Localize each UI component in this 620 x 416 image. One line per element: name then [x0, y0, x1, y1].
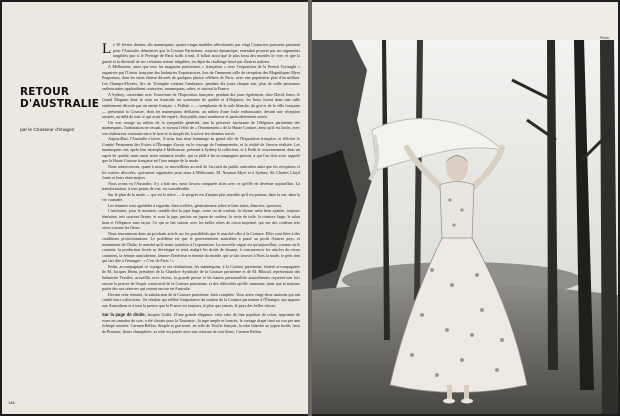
paragraph: Un vrai rouage au milieu de la sympathie générale, tant la présence fascinante de l'élégance parisienne des mannequins, l'admiration ne cessait, et surtout l'effet de « l'étonnement » de la Haute Couture, ainsi qu'il est facile, avec son chaleureux contraste entre le luxe et la simplicité, à suivre les chemins tracés.	[102, 119, 300, 136]
byline: par le Chasseur d'images	[20, 128, 75, 133]
paragraph: Aujourd'hui, l'Australie s'ouvre, il nous faut ainsi hommage au grand rôle de l'Exposition française, et féliciter le Comité Permanent des Foires à l'Étranger d'avoir eu le courage de l'entreprendre, et la réalité de l'œuvre réalisée. Les mannequins ont, après leur triomphe à Melbourne, présenté à Sydney la collection, et à Perth le couronnement, dans un esprit de qualité, mais aussi notre industrie textile, qui se plaît à les accompagner partout, à qui l'on doit avoir rappelé que la Haute Couture française est l'axe unique de la mode.	[102, 136, 300, 164]
paragraph: A Sydney, coïncidant avec l'ouverture de l'Exposition française, pendant dix jours également, chez David Jones, le Grand Magasin dont le nom en Australie est synonyme de qualité et d'élégance, les lieux furent dans une salle entièrement décorée par un artiste français. « Pollfair » — symphonie de la toile blanche, du gris et de la ville française — présentait la Couture, dont les mannequins défilaient, au milieu d'une foule enthousiaste, devant une réception assurée, au-delà de tout ce qui avait été espéré, d'un public aussi nombreux et particulièrement averti.	[102, 91, 300, 120]
fashion-photo	[312, 40, 618, 414]
left-page	[2, 2, 308, 414]
title-line-2: D'AUSTRALIE	[20, 98, 100, 110]
paragraph: A Melbourne, ainsi que tous les magasins parisiennes « françaises » avec l'exposition de la French Fortnight » organisée par l'Union française des Industries Exportatrices, lors de l'immense salle de réception des Magnifiques Myer Emporium, dont les murs étaient décorés de quelques photos célèbres de Paris, avec une population plus d'un million. Les Champs-Elysées, Arc de Triomphe créaient l'ambiance, pendant dix jours chaque soir, plus de mille personnes enthousiastes applaudirent couturiers, mannequins, robes, et surtout la France.	[102, 64, 300, 92]
paragraph: Le 30 février dernier, dix mannequins, quatre-vingts modèles sélectionnés par vingt Couturiers parisiens partaient pour l'Australie, démontrer que la Couture Parisienne, toujours dynamique, entendait prouver par ses arguments tangibles que si le Prestige de Paris suffit à tout, il fallait aussi que le plus beau des mondes le voie, et que la gaieté et la diversité de ses créations restent inégalées, en dépit du challenge lancé par d'autres nations.	[102, 41, 300, 64]
right-page	[312, 2, 618, 414]
article-body	[102, 42, 300, 334]
paragraph: L'uniforme, pour le moment, semble être la jupe large, noire ou de couleur, la blouse nette bien ajustée, toujours féminine, très souvent fleurie, et sous la jupe, parfois un jupon de couleur, la veste de toile, la ceinture large, le talon haut et l'élégance sans façon. Ce qui se fait surtout avec les belles robes de coton imprimé, qui ont des couleurs très vives comme les fleurs.	[102, 208, 300, 231]
photo-illustration	[312, 40, 618, 414]
photo-caption	[102, 312, 300, 334]
caption-label: Sur la page de droite,	[102, 312, 146, 318]
running-head: Photo	[600, 36, 610, 40]
article-title	[20, 86, 100, 110]
drop-cap: L	[102, 41, 112, 57]
caption-text: Jacques Griffe. D'une grande élégance, cette robe de fine popeline de coton, imprimée de roses en camaïeu de soie, a été choisie pour la Tasmanie ; la jupe ample et froncée, le corsage drapé tient au cou par une écharpe assortie. Carmen Bellon, Simple et gracieuse, en toile de Textile français, la robe blanche au jupon brodé, tissu de Boussac, fleurs champêtres, sa robe est portée avec une ceinture de cuir blanc, Carmen Bellon.	[102, 312, 300, 334]
paragraph: Nous rencontrons dans un prochain article sur les possibilités que le marché offre à la Couture. Elles sont liées à des conditions protectionnistes. Le problème est que le gouvernement australien a passé au profit d'autres pays, et notamment de l'Italie, le marché qu'il tenait autrefois à l'exportation. La nouvelle vague est qu'aujourd'hui, comme on le constate, la production locale se développe et tend, malgré les droits de douane, à concurrencer les articles du vieux continent, la femme australienne, femme d'intérieur et femme du monde, qui se fait trouver à Paris la mode, le petit rien qui fait dire à l'étranger : « C'est de Paris ! »	[102, 230, 300, 264]
paragraph: Devant cette réussite, la satisfaction de la Couture parisienne, était complète. Vous aviez vingt-deux maisons qui ont confié leurs collections. Un résultat qui reflète l'importance du soutien de la Couture parisienne à l'Étranger, qui apporte aux Australiens et à tous la preuve que la France est toujours, et plus que jamais, le pays des belles choses.	[102, 291, 300, 308]
paragraph: Nous avons vu l'Australie, il y a huit ans, nous l'avons comparée alors avec ce qu'elle est devenue aujourd'hui. La transformation, à tous points de vue, est considérable.	[102, 180, 300, 192]
paragraph: Enfin, accompagnant ce voyage et ces réalisations, les mannequins, à la Couture parisienne, étaient accompagnées de M. Jacques Heim, président de la Chambre Syndicale de la Couture parisienne et de M. Riboud, représentant des Industries Textiles, accueillis avec faveur, la grande presse et les hautes personnalités australiennes reçurent une fois encore la preuve de l'esprit constructif de la Couture parisienne, et des difficultés qu'elle surmonte, ainsi que la majeure partie des nos réserves qui restent encore en Australie.	[102, 263, 300, 292]
title-line-1: RETOUR	[20, 86, 70, 98]
page-number: 146	[8, 400, 15, 405]
paragraph: Les femmes sont agréables à regarder, bien coiffées, généralement jolies et bien faites, élancées, sportives.	[108, 202, 283, 208]
paragraph: Sur le plan de la mode — qui est le nôtre — le progrès est d'autant plus sensible qu'il est partout, dans la rue, dans la vie courante.	[102, 191, 300, 203]
paragraph: Nous remercierons, quant à nous, ce merveilleux accueil de l'accueil du public australien ainsi que les réceptions et les soirées décorées, qu'avaient organisées pour nous à Melbourne, M. Norman Myer et à Sydney, Sir Charles Lloyd Jones et leurs états-majors.	[102, 164, 300, 181]
